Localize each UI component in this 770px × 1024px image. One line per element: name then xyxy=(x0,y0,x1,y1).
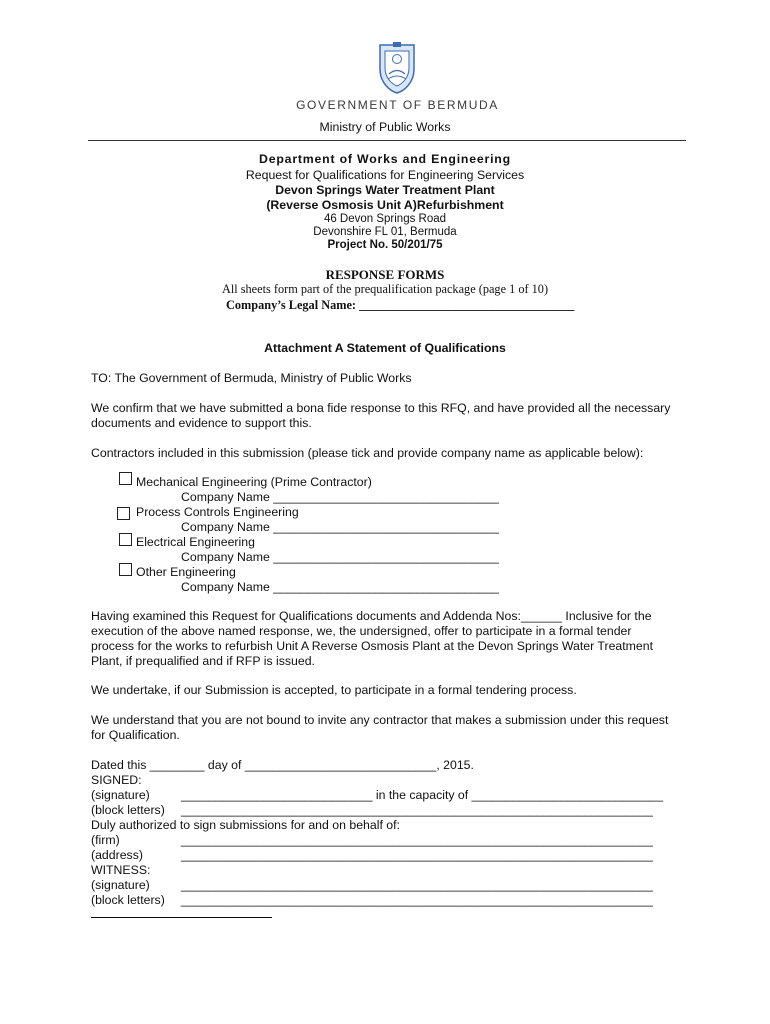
mechanical-company-name: Company Name _________________________________ xyxy=(181,490,499,504)
witness-signature-line: _____________________________________________________________________ xyxy=(181,878,653,892)
confirm-line-2: documents and evidence to support this. xyxy=(91,416,312,430)
firm-line: _____________________________________________________________________ xyxy=(181,833,653,847)
address-line-2: Devonshire FL 01, Bermuda xyxy=(313,226,457,238)
block-letters-line: _____________________________________________________________________ xyxy=(181,803,653,817)
ministry-name: Ministry of Public Works xyxy=(319,120,451,134)
other-label: Other Engineering xyxy=(136,565,236,579)
confirm-line-1: We confirm that we have submitted a bona fide response to this RFQ, and have provided all the necessary xyxy=(91,401,671,415)
witness-signature-label: (signature) xyxy=(91,878,150,892)
project-subtitle: (Reverse Osmosis Unit A)Refurbishment xyxy=(266,198,504,212)
signed-label: SIGNED: xyxy=(91,773,142,787)
department-name: Department of Works and Engineering xyxy=(259,152,511,166)
header-divider xyxy=(88,140,686,141)
contractors-intro: Contractors included in this submission (please tick and provide company name as applicable below): xyxy=(91,446,644,460)
mechanical-label: Mechanical Engineering (Prime Contractor) xyxy=(136,475,372,489)
process-controls-company-name: Company Name _________________________________ xyxy=(181,520,499,534)
company-legal-name: Company’s Legal Name: ___________________________________ xyxy=(226,298,575,312)
bermuda-crest-logo xyxy=(376,41,418,95)
understand-line-2: for Qualification. xyxy=(91,728,180,742)
other-company-name: Company Name _________________________________ xyxy=(181,580,499,594)
rfq-title: Request for Qualifications for Engineering Services xyxy=(245,168,525,182)
examined-line-3: process for the works to refurbish Unit A Reverse Osmosis Plant at the Devon Springs Water Treatment xyxy=(91,639,654,653)
address-label: (address) xyxy=(91,848,143,862)
process-controls-checkbox[interactable] xyxy=(117,507,130,520)
examined-line-2: execution of the above named response, we, the undersigned, offer to participate in a formal tender xyxy=(91,624,632,638)
address-line-1: 46 Devon Springs Road xyxy=(323,213,447,225)
witness-label: WITNESS: xyxy=(91,863,151,877)
witness-block-letters-line: _____________________________________________________________________ xyxy=(181,893,653,907)
electrical-label: Electrical Engineering xyxy=(136,535,255,549)
examined-line-1: Having examined this Request for Qualifications documents and Addenda Nos:______ Inclusive for the xyxy=(91,609,652,623)
duly-authorized-line: Duly authorized to sign submissions for and on behalf of: xyxy=(91,818,400,832)
understand-line-1: We understand that you are not bound to invite any contractor that makes a submission under this request xyxy=(91,713,669,727)
electrical-checkbox[interactable] xyxy=(119,533,132,546)
signature-line: ____________________________ in the capacity of ____________________________ xyxy=(181,788,664,802)
firm-label: (firm) xyxy=(91,833,120,847)
undertake-line: We undertake, if our Submission is accepted, to participate in a formal tendering process. xyxy=(91,683,577,697)
project-name: Devon Springs Water Treatment Plant xyxy=(275,183,495,197)
electrical-company-name: Company Name _________________________________ xyxy=(181,550,499,564)
block-letters-label: (block letters) xyxy=(91,803,165,817)
mechanical-checkbox[interactable] xyxy=(119,472,132,485)
dated-line: Dated this ________ day of ____________________________, 2015. xyxy=(91,758,474,772)
to-line: TO: The Government of Bermuda, Ministry of Public Works xyxy=(91,371,412,385)
other-checkbox[interactable] xyxy=(119,563,132,576)
signature-label: (signature) xyxy=(91,788,150,802)
attachment-title: Attachment A Statement of Qualifications xyxy=(264,341,506,355)
address-line: _____________________________________________________________________ xyxy=(181,848,653,862)
witness-block-letters-label: (block letters) xyxy=(91,893,165,907)
response-forms-title: RESPONSE FORMS xyxy=(325,267,445,282)
examined-line-4: Plant, if prequalified and if RFP is issued. xyxy=(91,654,315,668)
government-title: GOVERNMENT OF BERMUDA xyxy=(296,98,499,112)
response-note: All sheets form part of the prequalification package (page 1 of 10) xyxy=(221,282,549,296)
process-controls-label: Process Controls Engineering xyxy=(136,505,299,519)
project-number: Project No. 50/201/75 xyxy=(327,239,443,251)
footnote-divider xyxy=(91,917,272,918)
